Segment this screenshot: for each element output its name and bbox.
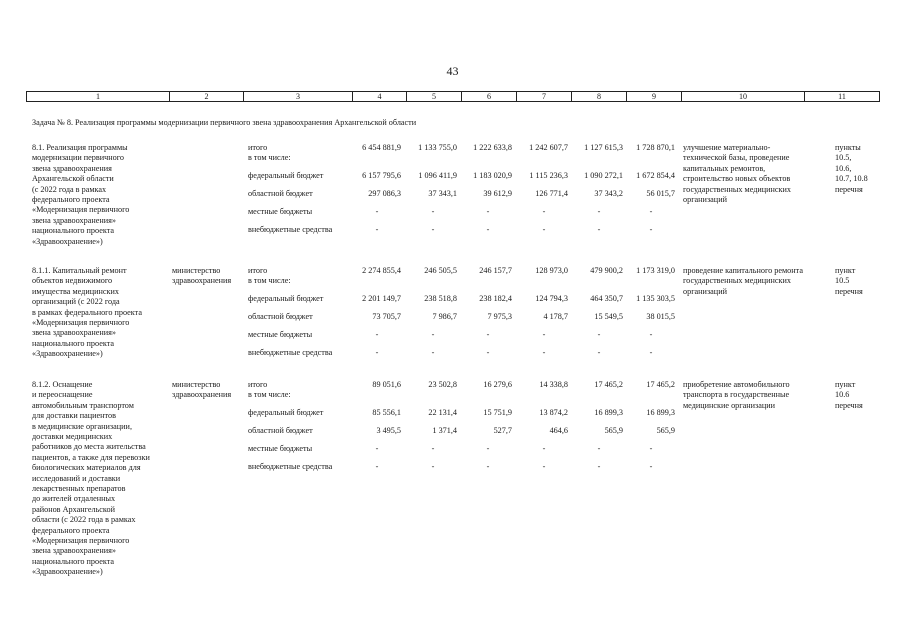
event-name-line: и переоснащение <box>32 390 93 400</box>
funding-value: 527,7 <box>493 426 512 435</box>
event-name-line: доставки медицинских <box>32 432 113 441</box>
funding-value: 238 182,4 <box>479 294 512 303</box>
expected-result-line: государственных медицинских <box>683 184 792 194</box>
funding-value: 17 465,2 <box>646 380 675 389</box>
funding-value: - <box>375 225 379 234</box>
funding-value: - <box>597 330 601 339</box>
funding-value: 464,6 <box>549 426 568 435</box>
event-name-line: имущества медицинских <box>32 286 119 296</box>
column-header: 10 <box>682 92 805 102</box>
funding-value: 1 183 020,9 <box>473 171 512 180</box>
funding-value: 6 454 881,9 <box>362 143 401 152</box>
funding-value: 2 201 149,7 <box>362 294 401 303</box>
event-name-line: федерального проекта <box>32 195 110 204</box>
executor-line: здравоохранения <box>172 390 232 400</box>
expected-result-line: технической базы, проведение <box>683 153 790 163</box>
event-name-line: звена здравоохранения <box>32 163 112 173</box>
funding-value: 4 178,7 <box>543 312 568 321</box>
column-header: 9 <box>627 92 682 102</box>
event-name-line: «Модернизация первичного <box>32 205 130 215</box>
funding-value: - <box>375 330 379 339</box>
event-name-line: для доставки пациентов <box>32 411 116 421</box>
event-name-line: биологических материалов для <box>32 463 141 473</box>
funding-source: в том числе: <box>248 390 291 400</box>
funding-value: - <box>431 462 435 471</box>
funding-value: 37 343,2 <box>594 189 623 198</box>
funding-value: - <box>375 444 379 453</box>
list-reference-line: пункт <box>835 380 856 389</box>
event-name-line: «Здравоохранение») <box>32 349 103 359</box>
list-reference-line: 10.5, <box>835 153 852 163</box>
funding-value: 23 502,8 <box>428 380 457 389</box>
list-reference-line: пункты <box>835 143 861 152</box>
funding-source: внебюджетные средства <box>248 462 333 471</box>
funding-value: - <box>375 462 379 471</box>
event-name-line: Архангельской области <box>32 174 114 184</box>
list-reference-line: пункт <box>835 266 856 275</box>
funding-value: 56 015,7 <box>646 189 675 198</box>
funding-value: - <box>486 462 490 471</box>
column-header: 3 <box>244 92 353 102</box>
funding-value: - <box>542 225 546 234</box>
funding-source: в том числе: <box>248 153 291 163</box>
funding-value: 38 015,5 <box>646 312 675 321</box>
funding-value: - <box>542 444 546 453</box>
expected-result-line: проведение капитального ремонта <box>683 266 803 275</box>
funding-value: - <box>431 348 435 357</box>
funding-value: - <box>649 330 653 339</box>
event-name-line: национального проекта <box>32 556 115 566</box>
event-name-line: звена здравоохранения» <box>32 215 116 225</box>
funding-value: - <box>486 207 490 216</box>
list-reference-line: 10.7, 10.8 <box>835 174 868 184</box>
funding-value: 2 274 855,4 <box>362 266 401 275</box>
event-name-line: в рамках федерального проекта <box>32 307 142 317</box>
event-name-line: национального проекта <box>32 226 115 236</box>
funding-value: 16 899,3 <box>646 408 675 417</box>
event-name-line: «Модернизация первичного <box>32 318 130 327</box>
funding-value: 126 771,4 <box>535 189 568 198</box>
funding-value: - <box>542 330 546 339</box>
funding-value: 297 086,3 <box>368 189 401 198</box>
funding-value: 1 115 236,3 <box>529 171 568 180</box>
event-name-line: до жителей отдаленных <box>32 494 116 504</box>
column-header: 11 <box>805 92 880 102</box>
funding-value: 15 751,9 <box>483 408 512 417</box>
funding-source: местные бюджеты <box>248 444 313 453</box>
funding-value: 565,9 <box>656 426 675 435</box>
funding-value: - <box>431 225 435 234</box>
expected-result-line: государственных медицинских <box>683 276 792 286</box>
event-name-line: национального проекта <box>32 338 115 348</box>
funding-source: внебюджетные средства <box>248 225 333 234</box>
task-title: Задача № 8. Реализация программы модернизации первичного звена здравоохранения Архангельской области <box>32 118 417 127</box>
event-name-line: (с 2022 года в рамках <box>32 184 107 194</box>
funding-value: - <box>431 444 435 453</box>
funding-value: 16 899,3 <box>594 408 623 417</box>
column-header: 1 <box>27 92 170 102</box>
event-name-line: в медицинские организации, <box>32 421 132 431</box>
funding-value: 13 874,2 <box>539 408 568 417</box>
list-reference-line: 10.5 <box>835 276 850 286</box>
funding-value: 17 465,2 <box>594 380 623 389</box>
event-name-line: звена здравоохранения» <box>32 328 116 338</box>
funding-value: 479 900,2 <box>590 266 623 275</box>
funding-value: - <box>597 207 601 216</box>
funding-value: 1 728 870,1 <box>636 143 675 152</box>
event-name-line: области (с 2022 года в рамках <box>32 515 136 525</box>
funding-value: 39 612,9 <box>483 189 512 198</box>
column-header-table <box>26 91 880 102</box>
funding-source: итого <box>248 380 268 389</box>
funding-value: 128 973,0 <box>535 266 568 275</box>
funding-source: областной бюджет <box>248 426 313 435</box>
funding-value: - <box>597 462 601 471</box>
funding-value: 16 279,6 <box>483 380 512 389</box>
funding-value: 1 173 319,0 <box>636 266 675 275</box>
list-reference-line: 10.6, <box>835 163 852 173</box>
funding-value: - <box>486 330 490 339</box>
funding-value: 246 505,5 <box>424 266 457 275</box>
funding-value: 246 157,7 <box>479 266 512 275</box>
expected-result-line: приобретение автомобильного <box>683 380 790 389</box>
expected-result-line: организаций <box>683 286 727 296</box>
list-reference-line: перечня <box>835 184 863 194</box>
funding-source: в том числе: <box>248 276 291 286</box>
event-name-line: лекарственных препаратов <box>32 484 126 493</box>
page-number: 43 <box>446 64 459 78</box>
funding-value: 124 794,3 <box>535 294 568 303</box>
column-header: 7 <box>517 92 572 102</box>
funding-value: 3 495,5 <box>376 426 401 435</box>
funding-value: 7 975,3 <box>487 312 512 321</box>
column-header: 6 <box>462 92 517 102</box>
funding-value: 22 131,4 <box>428 408 457 417</box>
event-name-line: 8.1. Реализация программы <box>32 143 128 152</box>
funding-source: итого <box>248 143 268 152</box>
funding-value: - <box>649 444 653 453</box>
executor-line: здравоохранения <box>172 276 232 286</box>
funding-value: 15 549,5 <box>594 312 623 321</box>
list-reference-line: перечня <box>835 400 863 410</box>
funding-value: 238 518,8 <box>424 294 457 303</box>
event-name-line: 8.1.2. Оснащение <box>32 380 93 389</box>
funding-value: - <box>375 348 379 357</box>
funding-value: - <box>542 348 546 357</box>
event-name-line: «Модернизация первичного <box>32 536 130 545</box>
funding-value: - <box>649 225 653 234</box>
funding-value: 1 133 755,0 <box>418 143 457 152</box>
executor-line: министерство <box>172 266 221 275</box>
event-name-line: «Здравоохранение») <box>32 236 103 246</box>
expected-result-line: транспорта в государственные <box>683 390 790 400</box>
funding-value: 14 338,8 <box>539 380 568 389</box>
funding-source: федеральный бюджет <box>248 294 324 303</box>
event-name-line: организаций (с 2022 года <box>32 297 120 307</box>
funding-value: - <box>486 225 490 234</box>
funding-value: - <box>431 207 435 216</box>
list-reference-line: перечня <box>835 286 863 296</box>
funding-source: областной бюджет <box>248 189 313 198</box>
column-header: 8 <box>572 92 627 102</box>
funding-value: - <box>486 444 490 453</box>
funding-value: - <box>597 225 601 234</box>
funding-value: 89 051,6 <box>372 380 401 389</box>
funding-value: - <box>542 207 546 216</box>
expected-result-line: строительство новых объектов <box>683 174 791 184</box>
funding-value: 565,9 <box>604 426 623 435</box>
funding-value: 1 090 272,1 <box>584 171 623 180</box>
funding-value: 7 986,7 <box>432 312 457 321</box>
event-name-line: пациентов, а также для перевозки <box>32 452 150 462</box>
expected-result-line: организаций <box>683 195 727 204</box>
funding-value: - <box>486 348 490 357</box>
funding-value: 6 157 795,6 <box>362 171 401 180</box>
funding-source: местные бюджеты <box>248 330 313 339</box>
funding-value: 1 135 303,5 <box>636 294 675 303</box>
column-header: 2 <box>170 92 244 102</box>
funding-value: 85 556,1 <box>372 408 401 417</box>
funding-value: - <box>542 462 546 471</box>
funding-value: - <box>431 330 435 339</box>
funding-source: федеральный бюджет <box>248 408 324 417</box>
column-header: 5 <box>407 92 462 102</box>
event-name-line: звена здравоохранения» <box>32 546 116 556</box>
funding-source: внебюджетные средства <box>248 348 333 357</box>
funding-value: - <box>597 348 601 357</box>
funding-value: 73 705,7 <box>372 312 401 321</box>
event-name-line: 8.1.1. Капитальный ремонт <box>32 266 127 275</box>
funding-value: 1 096 411,9 <box>418 171 457 180</box>
funding-source: итого <box>248 266 268 275</box>
funding-value: - <box>597 444 601 453</box>
funding-value: 1 371,4 <box>432 426 457 435</box>
list-reference-line: 10.6 <box>835 390 850 400</box>
funding-value: 37 343,1 <box>428 189 457 198</box>
event-name-line: автомобильным транспортом <box>32 400 134 410</box>
funding-value: - <box>649 348 653 357</box>
expected-result-line: медицинские организации <box>683 400 776 410</box>
event-name-line: модернизации первичного <box>32 153 124 163</box>
event-name-line: исследований и доставки <box>32 473 121 483</box>
funding-value: 1 127 615,3 <box>584 143 623 152</box>
expected-result-line: капитальных ремонтов, <box>683 163 766 173</box>
funding-source: областной бюджет <box>248 312 313 321</box>
event-name-line: работников до места жительства <box>32 442 146 452</box>
funding-value: 464 350,7 <box>590 294 623 303</box>
funding-source: федеральный бюджет <box>248 171 324 180</box>
funding-source: местные бюджеты <box>248 207 313 216</box>
executor-line: министерство <box>172 380 221 389</box>
funding-value: 1 222 633,8 <box>473 143 512 152</box>
event-name-line: федерального проекта <box>32 525 110 535</box>
funding-value: 1 672 854,4 <box>636 171 675 180</box>
column-header: 4 <box>353 92 407 102</box>
funding-value: - <box>649 462 653 471</box>
event-name-line: районов Архангельской <box>32 504 115 514</box>
event-name-line: объектов недвижимого <box>32 276 113 286</box>
funding-value: 1 242 607,7 <box>529 143 568 152</box>
expected-result-line: улучшение материально- <box>683 143 771 152</box>
event-name-line: «Здравоохранение») <box>32 567 103 577</box>
funding-value: - <box>649 207 653 216</box>
funding-value: - <box>375 207 379 216</box>
